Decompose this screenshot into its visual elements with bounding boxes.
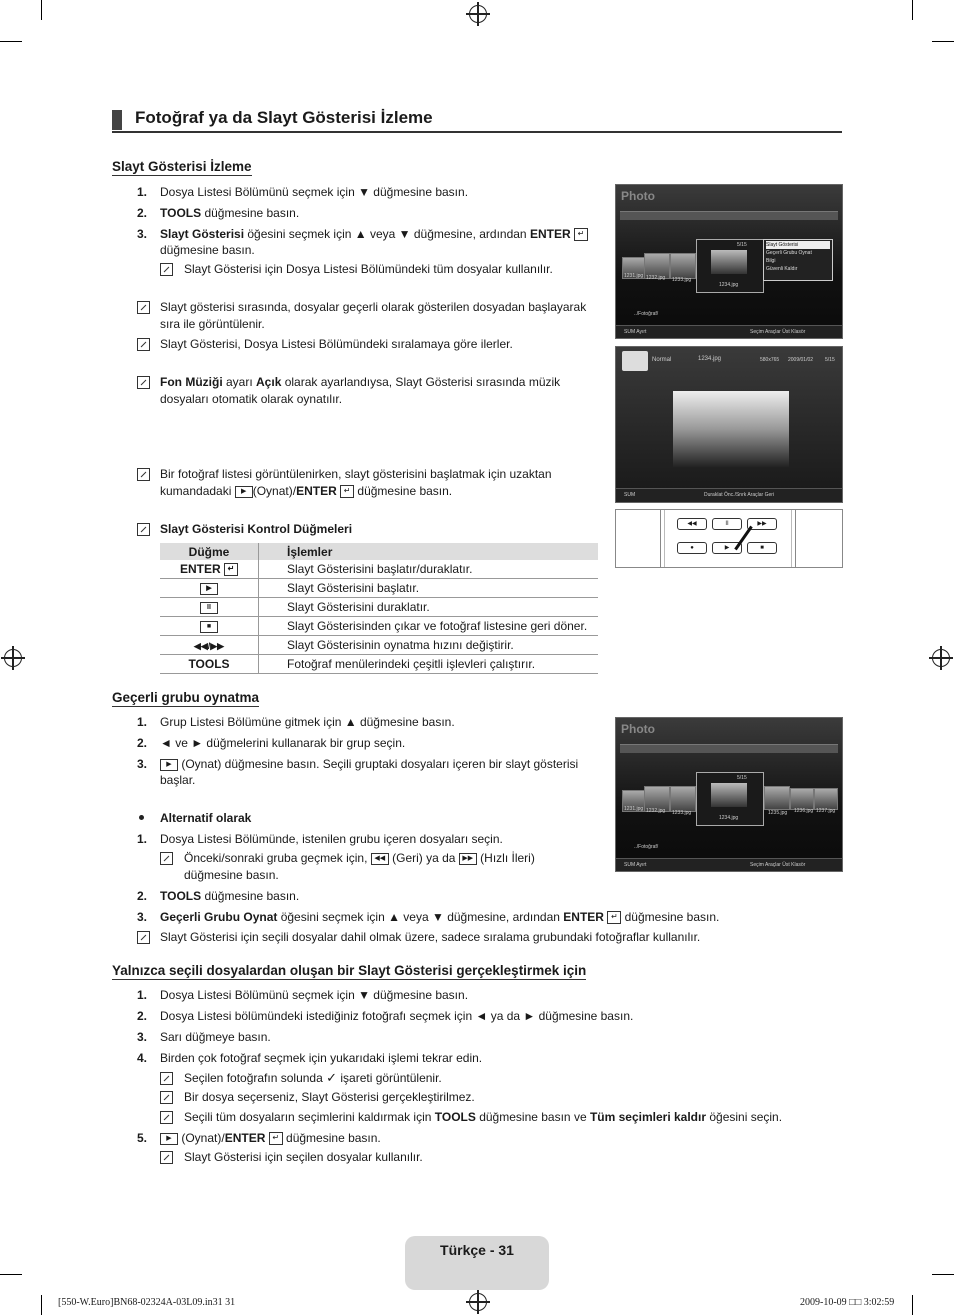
group-bar	[620, 744, 838, 753]
note-icon	[160, 852, 173, 865]
table-cell: Fotoğraf menülerindeki çeşitli işlevleri çalıştırır.	[259, 655, 599, 674]
table-row	[160, 579, 598, 598]
table-header-ops: İşlemler	[259, 543, 599, 560]
button-bar	[616, 488, 842, 502]
play-button[interactable]: ▶	[712, 542, 742, 554]
counter: 5/15	[737, 775, 747, 781]
screen-label: Photo	[621, 722, 655, 736]
note-text: Seçilen fotoğrafın solunda ✓ işareti görüntülenir.	[184, 1070, 442, 1085]
note-text: Önceki/sonraki gruba geçmek için, ◀◀ (Geri) ya da ▶▶ (Hızlı İleri)	[184, 851, 535, 865]
file-name: 1232.jpg	[646, 275, 666, 281]
menu-item[interactable]: Geçerli Grubu Oynat	[766, 250, 812, 256]
file-name: 1231.jpg	[624, 273, 644, 279]
imprint-right: 2009-10-09 □□ 3:02:59	[800, 1297, 895, 1308]
table-row	[160, 617, 598, 636]
stop-button[interactable]: ■	[747, 542, 777, 554]
step-text: ▶ (Oynat) düğmesine basın. Seçili gruptaki dosyaları içeren bir slayt gösterisi	[160, 756, 578, 772]
file-name: 1233.jpg	[672, 810, 692, 816]
bar-left: SUM Ayırt	[624, 862, 647, 868]
step-text: Dosya Listesi Bölümünü seçmek için ▼ düğmesine basın.	[160, 185, 469, 199]
note-icon	[160, 1072, 173, 1085]
enter-icon: ↵	[269, 1132, 283, 1145]
file-name: 1234.jpg	[719, 282, 739, 288]
rewind-icon: ◀◀	[371, 853, 389, 865]
step-number: 1.	[137, 185, 148, 199]
note-icon	[160, 1111, 173, 1124]
thumbnail-image	[711, 783, 747, 807]
screen-label: Photo	[621, 189, 655, 203]
table-cell: Slayt Gösterisini başlatır/duraklatır.	[259, 560, 599, 579]
forward-icon: ▶▶	[459, 853, 477, 865]
registration-mark-icon	[469, 1293, 487, 1311]
section-heading-selected: Yalnızca seçili dosyalardan oluşan bir Slayt Gösterisi gerçekleştirmek için	[112, 963, 587, 978]
bullet-icon	[139, 815, 144, 820]
step-number: 1.	[137, 988, 148, 1002]
file-name: 1233.jpg	[672, 277, 692, 283]
remote-illustration	[615, 509, 843, 568]
step-text: ▶ (Oynat)/ENTER ↵ düğmesine basın.	[160, 1130, 381, 1146]
date: 2009/01/02	[788, 357, 814, 363]
table-row	[160, 560, 598, 579]
control-table	[160, 543, 598, 674]
tv-screen-slideshow	[615, 346, 843, 503]
thumbnail	[764, 786, 790, 810]
play-icon: ▶	[160, 759, 178, 771]
note-text: Bir fotoğraf listesi görüntülenirken, slayt gösterisini başlatmak için uzaktan	[160, 467, 552, 481]
rewind-forward-icon: ◀◀/▶▶	[193, 641, 225, 651]
note-text: Slayt Gösterisi için seçili dosyalar dahil olmak üzere, sadece sıralama grubundaki fotoğraflar kullanılır.	[160, 930, 701, 944]
table-cell: Slayt Gösterisinin oynatma hızını değiştirir.	[259, 636, 599, 655]
forward-button[interactable]: ▶▶	[747, 518, 777, 530]
crop-mark	[932, 1274, 954, 1275]
bar-right: Duraklat Önc./Snrk Araçlar Geri	[704, 492, 775, 498]
bar-right: Seçim Araçlar Üst Klasör	[750, 329, 806, 335]
note-text: Slayt gösterisi sırasında, dosyalar geçerli olarak gösterilen dosyadan başlayarak	[160, 300, 587, 314]
note-icon	[160, 1091, 173, 1104]
bar-left: SUM	[624, 492, 636, 498]
file-name: 1236.jpg	[794, 808, 814, 814]
note-text: Seçili tüm dosyaların seçimlerini kaldırmak için TOOLS düğmesine basın ve Tüm seçimleri kaldır öğesini seçin.	[184, 1110, 783, 1124]
table-header-button: Düğme	[160, 543, 259, 560]
step-number: 3.	[137, 227, 148, 241]
step-number: 5.	[137, 1131, 148, 1145]
note-text: Fon Müziği ayarı Açık olarak ayarlandıysa, Slayt Gösterisi sırasında müzik	[160, 375, 561, 389]
note-text: Slayt Gösterisi, Dosya Listesi Bölümündeki sıralamaya göre ilerler.	[160, 337, 513, 351]
crop-mark	[912, 1295, 913, 1315]
file-name: 1237.jpg	[816, 808, 836, 814]
step-text: Slayt Gösterisi öğesini seçmek için ▲ veya ▼ düğmesine, ardından ENTER ↵	[160, 226, 588, 242]
registration-mark-icon	[932, 649, 950, 667]
rewind-button[interactable]: ◀◀	[677, 518, 707, 530]
table-cell	[160, 598, 259, 617]
step-number: 2.	[137, 736, 148, 750]
step-number: 1.	[137, 715, 148, 729]
note-text: Slayt Gösterisi için seçilen dosyalar kullanılır.	[184, 1150, 423, 1164]
crop-mark	[0, 41, 22, 42]
play-icon: ▶	[160, 1133, 178, 1145]
bar-left: SUM Ayırt	[624, 329, 647, 335]
table-row	[160, 636, 598, 655]
title-marker	[112, 110, 122, 130]
file-name: 1231.jpg	[624, 806, 644, 812]
step-number: 1.	[137, 832, 148, 846]
checkmark-icon: ✓	[326, 1070, 338, 1085]
crop-mark	[932, 41, 954, 42]
button-bar	[616, 325, 842, 338]
step-number: 3.	[137, 757, 148, 771]
menu-item[interactable]: Bilgi	[766, 258, 776, 264]
table-cell: Slayt Gösterisini duraklatır.	[259, 598, 599, 617]
home-icon	[622, 351, 648, 371]
crop-mark	[41, 0, 42, 20]
note-icon	[137, 523, 150, 536]
file-name: 1234.jpg	[698, 356, 722, 362]
step-text: Geçerli Grubu Oynat öğesini seçmek için ▲ veya ▼ düğmesine, ardından ENTER ↵ düğmesine basın.	[160, 910, 720, 924]
step-number: 4.	[137, 1051, 148, 1065]
step-text: Sarı düğmeye basın.	[160, 1030, 271, 1044]
selected-thumbnail	[696, 772, 764, 826]
path: ../Fotoğraf/	[634, 844, 659, 850]
note-icon	[137, 301, 150, 314]
note-icon	[160, 1151, 173, 1164]
step-number: 2.	[137, 206, 148, 220]
menu-item[interactable]: Slayt Gösterisi	[766, 241, 830, 249]
step-text: Dosya Listesi Bölümünü seçmek için ▼ düğmesine basın.	[160, 988, 469, 1002]
tools-menu	[763, 239, 833, 281]
pause-icon: II	[200, 602, 218, 614]
control-heading: Slayt Gösterisi Kontrol Düğmeleri	[160, 522, 353, 536]
button-bar	[616, 858, 842, 871]
selected-thumbnail	[696, 239, 764, 293]
note-text: sıra ile görüntülenir.	[160, 317, 265, 331]
stop-icon: ■	[200, 621, 218, 633]
step-text: TOOLS düğmesine basın.	[160, 206, 300, 220]
resolution: 580x765	[760, 357, 780, 363]
alt-heading: Alternatif olarak	[160, 811, 252, 825]
page-number: Türkçe - 31	[440, 1242, 514, 1258]
crop-mark	[0, 1274, 22, 1275]
step-text: TOOLS düğmesine basın.	[160, 889, 300, 903]
enter-icon: ↵	[224, 563, 238, 576]
table-cell	[160, 636, 259, 655]
note-text: Slayt Gösterisi için Dosya Listesi Bölümündeki tüm dosyalar kullanılır.	[184, 262, 553, 276]
tv-screen-group-list	[615, 717, 843, 872]
table-cell: TOOLS	[160, 655, 259, 674]
table-cell	[160, 617, 259, 636]
step-text: Dosya Listesi Bölümünde, istenilen grubu içeren dosyaları seçin.	[160, 832, 503, 846]
table-row	[160, 598, 598, 617]
step-number: 3.	[137, 1030, 148, 1044]
note-icon	[160, 263, 173, 276]
crop-mark	[912, 0, 913, 20]
play-icon: ▶	[235, 486, 253, 498]
enter-icon: ↵	[574, 228, 588, 241]
note-text: düğmesine basın.	[184, 868, 279, 882]
file-name: 1234.jpg	[719, 815, 739, 821]
enter-icon: ↵	[340, 485, 354, 498]
path: ../Fotoğraf/	[634, 311, 659, 317]
registration-mark-icon	[4, 649, 22, 667]
file-name: 1232.jpg	[646, 808, 666, 814]
table-cell: Slayt Gösterisini başlatır.	[259, 579, 599, 598]
table-cell: Slayt Gösterisinden çıkar ve fotoğraf listesine geri döner.	[259, 617, 599, 636]
note-text: Bir dosya seçerseniz, Slayt Gösterisi gerçekleştirilmez.	[184, 1090, 475, 1104]
section-heading-group: Geçerli grubu oynatma	[112, 690, 260, 705]
file-name: 1235.jpg	[768, 810, 788, 816]
step-text: başlar.	[160, 773, 196, 787]
note-icon	[137, 931, 150, 944]
tip-icon	[137, 468, 150, 481]
note-text: kumandadaki ▶ (Oynat)/ENTER ↵ düğmesine basın.	[160, 484, 453, 498]
counter: 5/15	[737, 242, 747, 248]
step-text: düğmesine basın.	[160, 243, 255, 257]
group-bar	[620, 211, 838, 220]
enter-icon: ↵	[607, 911, 621, 924]
table-cell: ENTER ↵	[160, 560, 259, 579]
play-mode: Normal	[652, 357, 672, 363]
table-header	[160, 543, 598, 560]
step-number: 2.	[137, 889, 148, 903]
thumbnail	[670, 253, 696, 279]
thumbnail	[670, 786, 696, 812]
step-number: 2.	[137, 1009, 148, 1023]
crop-mark	[41, 1295, 42, 1315]
page-title: Fotoğraf ya da Slayt Gösterisi İzleme	[135, 108, 433, 127]
bar-right: Seçim Araçlar Üst Klasör	[750, 862, 806, 868]
tv-screen-photo-list	[615, 184, 843, 339]
slideshow-photo	[673, 391, 789, 467]
menu-item[interactable]: Güvenli Kaldır	[766, 266, 798, 272]
table-row	[160, 655, 598, 674]
title-rule	[112, 131, 842, 133]
count: 5/15	[825, 357, 835, 363]
imprint-left: [550-W.Euro]BN68-02324A-03L09.in31 31	[58, 1297, 236, 1308]
step-number: 3.	[137, 910, 148, 924]
record-button[interactable]: ●	[677, 542, 707, 554]
play-icon: ▶	[200, 583, 218, 595]
note-icon	[137, 376, 150, 389]
step-text: Grup Listesi Bölümüne gitmek için ▲ düğmesine basın.	[160, 715, 455, 729]
thumbnail	[790, 788, 814, 810]
step-text: ◄ ve ► düğmelerini kullanarak bir grup seçin.	[160, 736, 406, 750]
thumbnail	[814, 788, 838, 810]
pause-button[interactable]: II	[712, 518, 742, 530]
thumbnail-image	[711, 250, 747, 274]
table-cell	[160, 579, 259, 598]
step-text: Birden çok fotoğraf seçmek için yukarıdaki işlemi tekrar edin.	[160, 1051, 483, 1065]
step-text: Dosya Listesi bölümündeki istediğiniz fotoğrafı seçmek için ◄ ya da ► düğmesine basın.	[160, 1009, 634, 1023]
registration-mark-icon	[469, 5, 487, 23]
section-heading-slideshow: Slayt Gösterisi İzleme	[112, 159, 252, 174]
note-icon	[137, 338, 150, 351]
note-text: dosyaları otomatik olarak oynatılır.	[160, 392, 343, 406]
